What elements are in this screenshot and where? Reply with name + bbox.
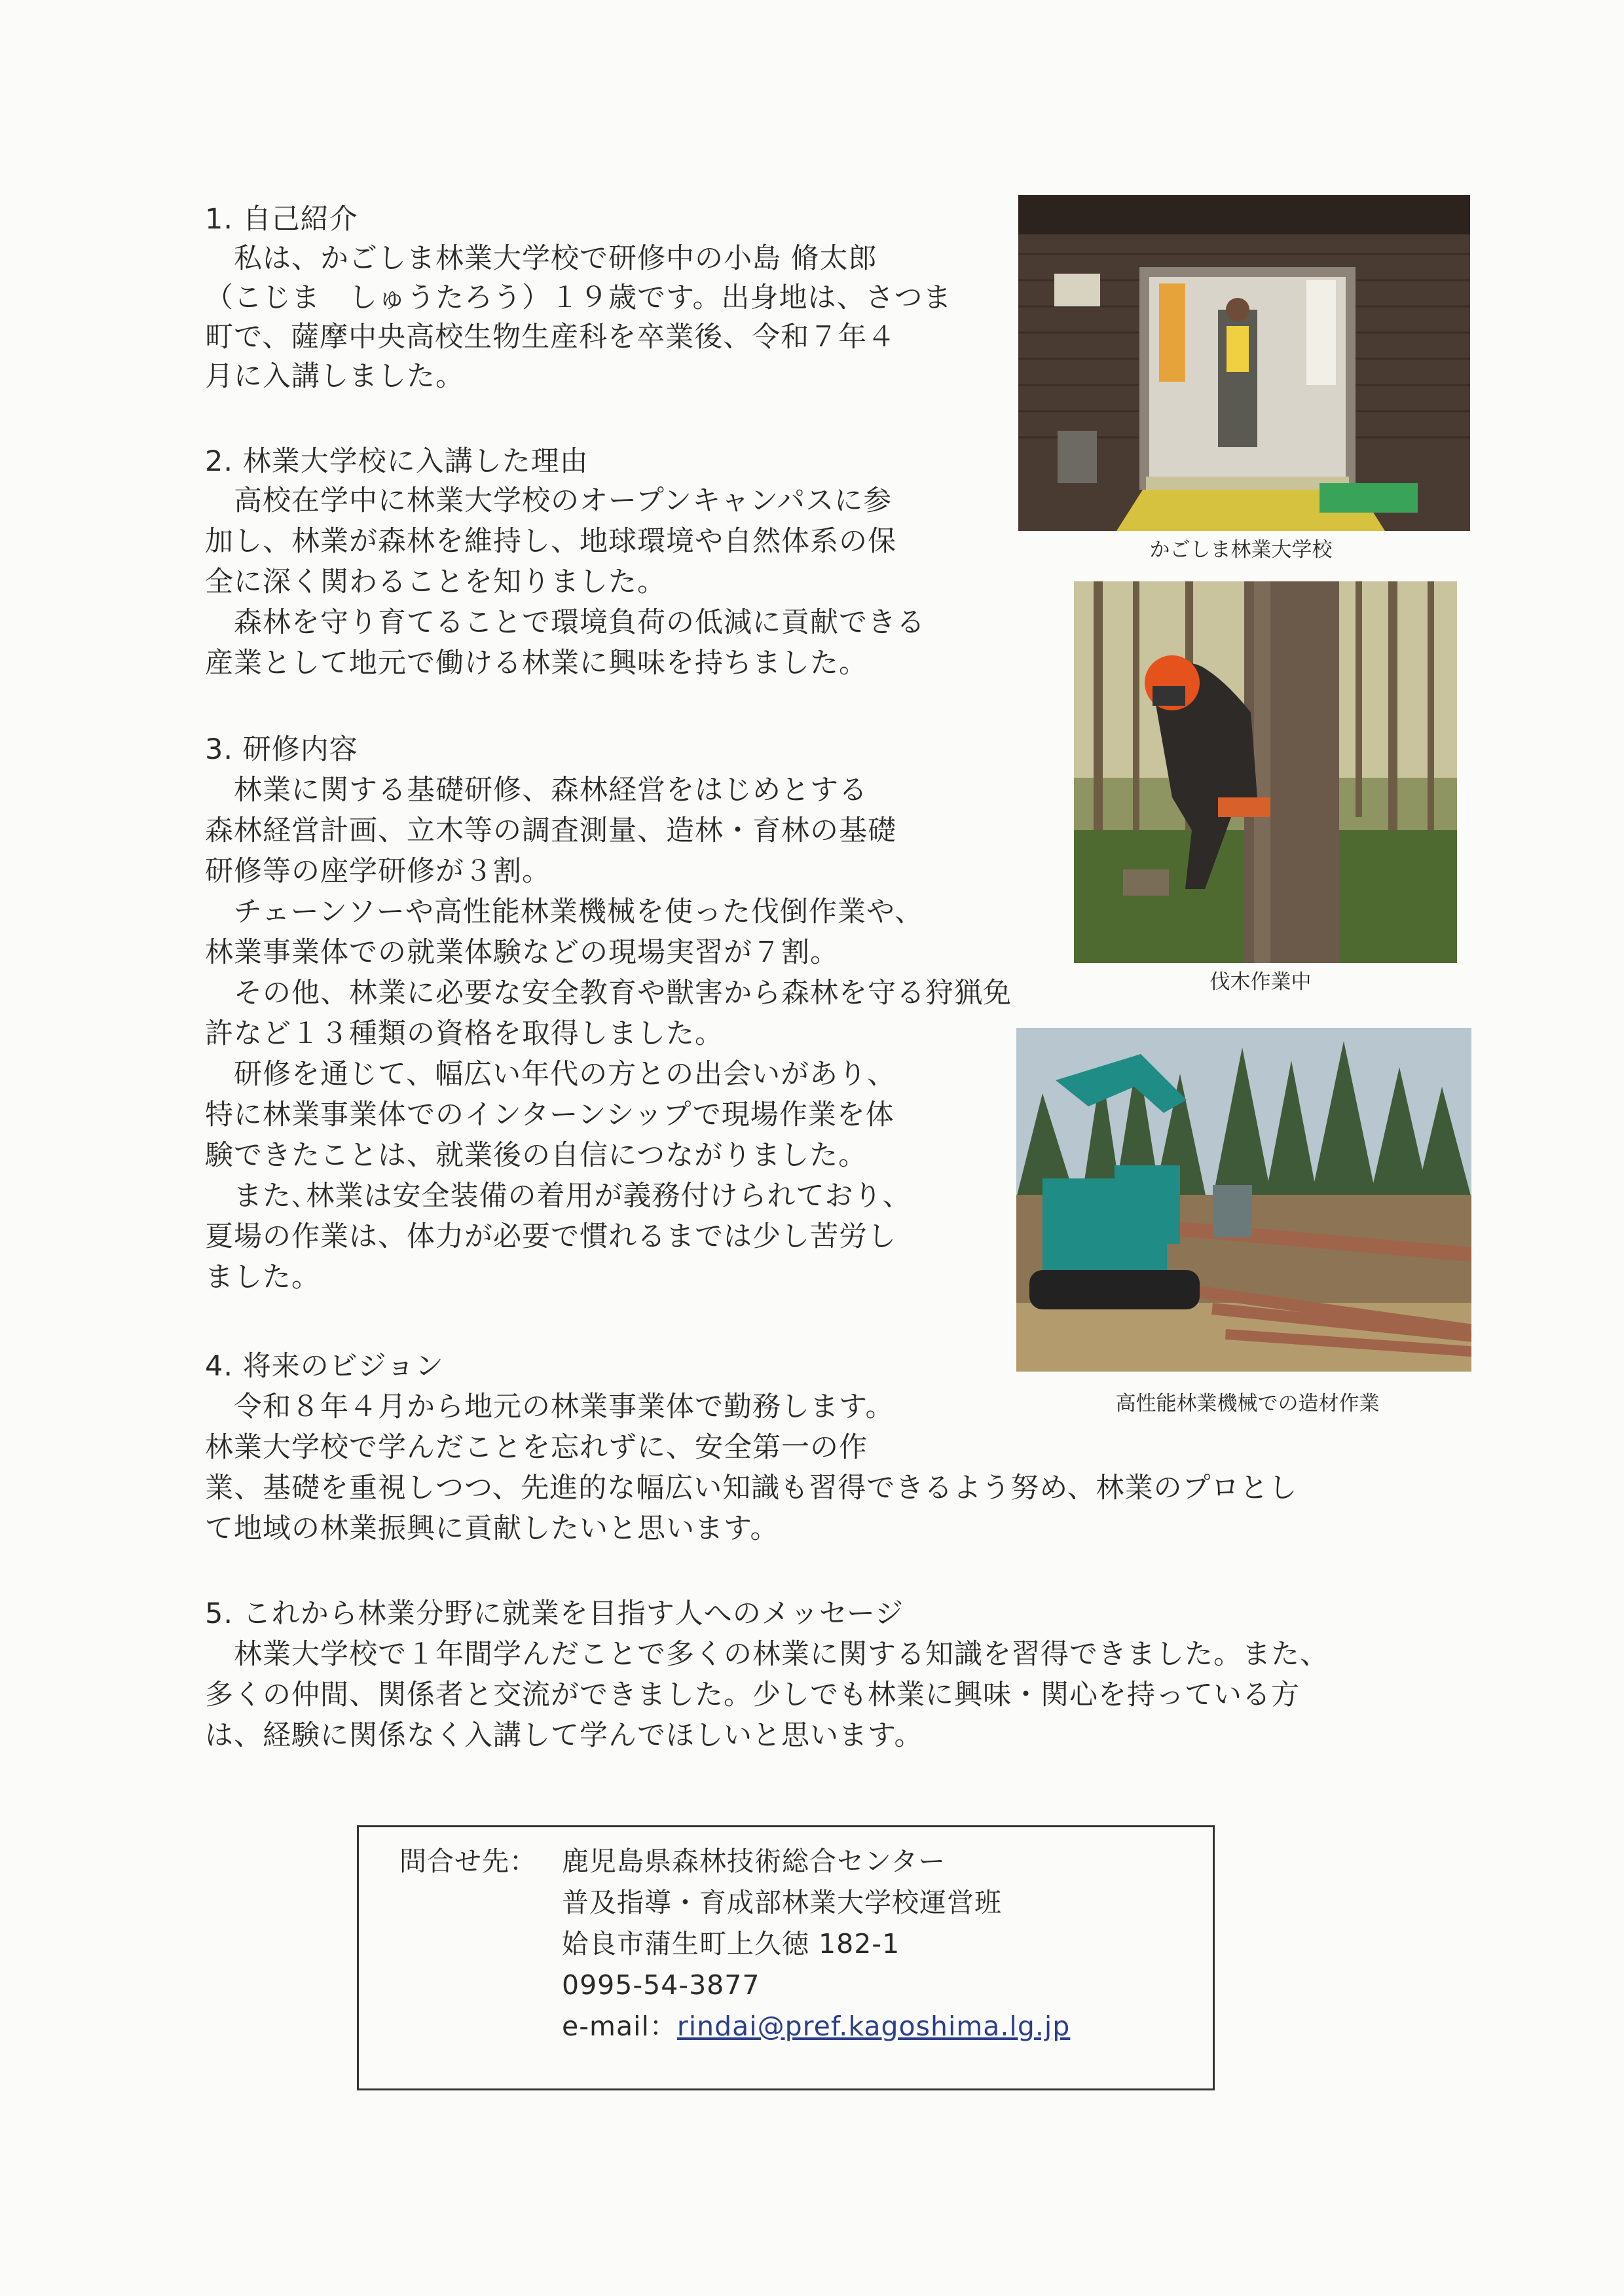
section-3-line: 林業に関する基礎研修、森林経営をはじめとする — [205, 774, 868, 807]
email-label: e-mail： — [562, 2011, 677, 2042]
section-2-line: 加し、林業が森林を維持し、地球環境や自然体系の保 — [205, 525, 896, 558]
section-1-heading: 1. 自己紹介 — [205, 203, 358, 236]
school-entrance-photo — [1018, 195, 1470, 531]
section-1-line: 私は、かごしま林業大学校で研修中の小島 脩太郎 — [205, 242, 877, 275]
section-2-line: 森林を守り育てることで環境負荷の低減に貢献できる — [205, 606, 925, 639]
contact-label: 問合せ先： — [399, 1846, 537, 1877]
section-3-line: 許など１３種類の資格を取得しました。 — [205, 1017, 724, 1050]
section-3-line: また､林業は安全装備の着用が義務付けられており、 — [205, 1180, 912, 1212]
contact-address: 姶良市蒲生町上久徳 182-1 — [562, 1928, 900, 1959]
photo-caption: 高性能林業機械での造材作業 — [1115, 1392, 1380, 1415]
section-4-line: 業、基礎を重視しつつ、先進的な幅広い知識も習得できるよう努め、林業のプロとし — [205, 1472, 1298, 1504]
section-3-line: 研修等の座学研修が３割。 — [205, 855, 551, 888]
section-2-line: 全に深く関わることを知りました。 — [205, 566, 666, 598]
section-5-line: 多くの仲間、関係者と交流ができました。少しでも林業に興味・関心を持っている方 — [205, 1679, 1300, 1711]
section-3-line: その他、林業に必要な安全教育や獣害から森林を守る狩猟免 — [205, 977, 1012, 1010]
section-5-heading: 5. これから林業分野に就業を目指す人へのメッセージ — [205, 1597, 904, 1630]
section-3-line: 研修を通じて、幅広い年代の方との出会いがあり、 — [205, 1058, 896, 1091]
contact-box — [357, 1825, 1215, 2090]
email-link[interactable]: rindai@pref.kagoshima.lg.jp — [676, 2011, 1071, 2042]
section-5-line: 林業大学校で１年間学んだことで多くの林業に関する知識を習得できました。また、 — [205, 1638, 1329, 1671]
section-4-heading: 4. 将来のビジョン — [205, 1350, 444, 1383]
contact-phone: 0995-54-3877 — [562, 1969, 760, 2001]
section-3-line: 林業事業体での就業体験などの現場実習が７割。 — [205, 936, 839, 969]
section-3-heading: 3. 研修内容 — [205, 733, 358, 766]
section-3-line: 森林経営計画、立木等の調査測量、造林・育林の基礎 — [205, 814, 896, 847]
contact-email-row — [562, 2007, 1070, 2046]
section-2-heading: 2. 林業大学校に入講した理由 — [205, 445, 589, 478]
photo-caption: かごしま林業大学校 — [1149, 538, 1333, 562]
section-4-line: て地域の林業振興に貢献したいと思います。 — [205, 1512, 779, 1545]
photo-caption: 伐木作業中 — [1209, 970, 1312, 994]
section-3-line: ました。 — [205, 1261, 320, 1294]
forestry-machine-photo — [1016, 1028, 1471, 1372]
section-3-line: 特に林業事業体でのインターンシップで現場作業を体 — [205, 1099, 895, 1131]
section-3-line: チェーンソーや高性能林業機械を使った伐倒作業や、 — [205, 896, 923, 928]
contact-dept: 普及指導・育成部林業大学校運営班 — [562, 1887, 1002, 1918]
section-1-line: （こじま しゅうたろう）１９歳です。出身地は、さつま — [205, 282, 952, 314]
section-3-line: 夏場の作業は、体力が必要で慣れるまでは少し苦労し — [205, 1220, 896, 1253]
section-1-line: 月に入講しました。 — [205, 360, 464, 393]
section-1-line: 町で、薩摩中央高校生物生産科を卒業後、令和７年４ — [205, 321, 896, 354]
section-2-line: 高校在学中に林業大学校のオープンキャンパスに参 — [205, 484, 893, 517]
section-4-line: 令和８年４月から地元の林業事業体で勤務します。 — [205, 1391, 895, 1423]
section-2-line: 産業として地元で働ける林業に興味を持ちました。 — [205, 647, 868, 680]
section-3-line: 験できたことは、就業後の自信につながりました。 — [205, 1139, 868, 1172]
section-5-line: は、経験に関係なく入講して学んでほしいと思います。 — [205, 1719, 923, 1752]
contact-org: 鹿児島県森林技術総合センター — [562, 1846, 946, 1877]
tree-felling-photo — [1074, 581, 1457, 963]
section-4-line: 林業大学校で学んだことを忘れずに、安全第一の作 — [205, 1431, 868, 1464]
